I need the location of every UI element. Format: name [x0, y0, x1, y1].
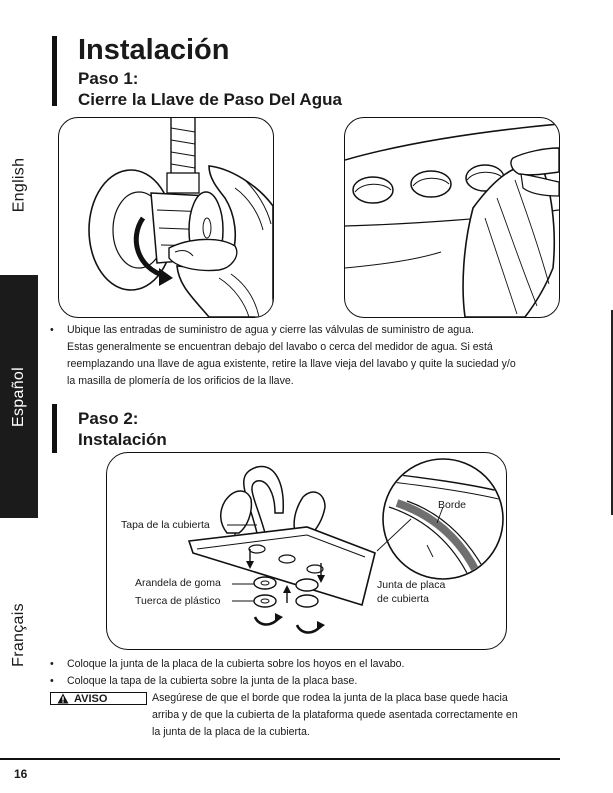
valve-photo — [58, 117, 274, 318]
heading-bar — [52, 404, 57, 453]
sink-cleaning-illustration — [345, 118, 559, 317]
label-borde: Borde — [438, 499, 467, 511]
label-junta-placa-line1: Junta de placa — [377, 579, 446, 591]
tab-english-label: English — [10, 157, 28, 213]
valve-illustration — [59, 118, 273, 317]
label-tapa-cubierta: Tapa de la cubierta — [121, 519, 210, 531]
bullet-line: Ubique las entradas de suministro de agua y cierre las válvulas de suministro de agua. — [67, 324, 474, 336]
aviso-line: Asegúrese de que el borde que rodea la junta de la placa base quede hacia — [152, 692, 508, 704]
installation-diagram — [106, 452, 507, 650]
label-arandela-goma: Arandela de goma — [135, 577, 221, 589]
warning-triangle-icon — [57, 693, 69, 704]
step2-label: Paso 2: — [78, 409, 139, 428]
bullet-dot: • — [50, 675, 54, 687]
bullet-line: la masilla de plomería de los orificios de la llave. — [67, 375, 294, 387]
bullet-dot: • — [50, 658, 54, 670]
bullet-line: Estas generalmente se encuentran debajo del lavabo o cerca del medidor de agua. Si está — [67, 341, 493, 353]
bullet-dot: • — [50, 324, 54, 336]
faucet-diagram-art — [107, 453, 506, 649]
bullet-line: Coloque la junta de la placa de la cubierta sobre los hoyos en el lavabo. — [67, 658, 405, 670]
page-number: 16 — [14, 767, 28, 781]
step1-instructions — [50, 322, 570, 390]
aviso-label: AVISO — [74, 692, 108, 705]
sink-cleaning-photo — [344, 117, 560, 318]
label-tuerca-plastico: Tuerca de plástico — [135, 595, 221, 607]
step2-title: Instalación — [78, 430, 167, 449]
aviso-badge — [50, 692, 147, 705]
tab-espanol[interactable] — [0, 275, 38, 518]
step1-title: Cierre la Llave de Paso Del Agua — [78, 90, 342, 109]
aviso-line: la junta de la placa de la cubierta. — [152, 726, 310, 738]
tab-english[interactable] — [0, 110, 38, 260]
label-junta-placa-line2: de cubierta — [377, 593, 429, 605]
step2-instructions — [50, 656, 570, 690]
page-title: Instalación — [78, 34, 230, 66]
step1-label: Paso 1: — [78, 69, 139, 88]
bullet-line: Coloque la tapa de la cubierta sobre la junta de la placa base. — [67, 675, 358, 687]
tab-francais[interactable] — [0, 575, 38, 695]
footer-rule — [0, 758, 560, 760]
tab-francais-label: Français — [10, 603, 28, 667]
aviso-text — [152, 690, 562, 741]
heading-bar — [52, 36, 57, 106]
bullet-line: reemplazando una llave de agua existente, retire la llave vieja del lavabo y quite la suciedad y/o — [67, 358, 516, 370]
aviso-line: arriba y de que la cubierta de la plataforma quede asentada correctamente en — [152, 709, 518, 721]
tab-espanol-label: Español — [10, 366, 28, 427]
